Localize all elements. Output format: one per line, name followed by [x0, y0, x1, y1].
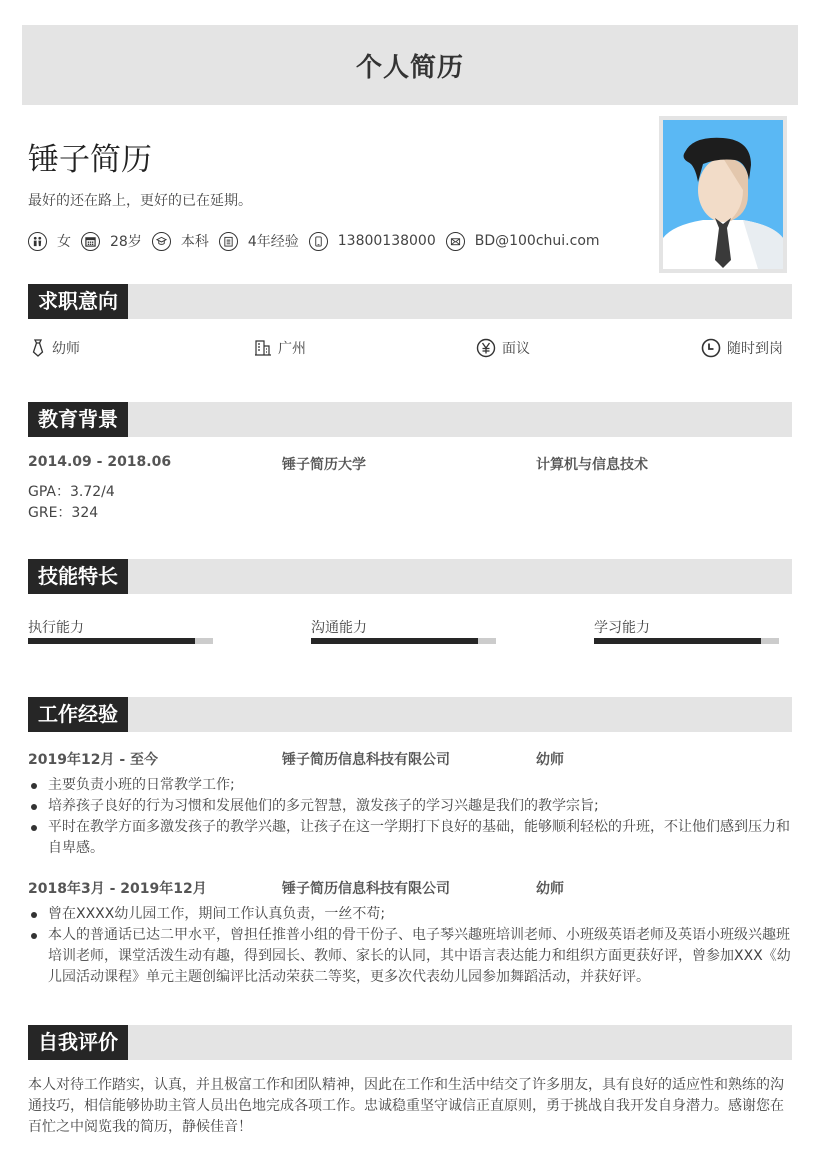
avatar-photo — [659, 116, 787, 273]
job-period: 2018年3月 - 2019年12月 — [28, 881, 207, 897]
info-education: 本科 — [152, 231, 209, 251]
motto: 最好的还在路上，更好的已在延期。 — [28, 193, 252, 209]
self-evaluation-text: 本人对待工作踏实，认真，并且极富工作和团队精神，因此在工作和生活中结交了许多朋友，具有良好的适应性和熟练的沟通技巧，相信能够协助主管人员出色地完成各项工作。忠诚稳重坚守诚信正直原则，勇于挑战自我开发自身潜力。感谢您在百忙之中阅览我的简历，静候佳音！ — [28, 1077, 784, 1135]
job-role: 幼师 — [536, 752, 564, 768]
section-title: 工作经验 — [28, 697, 128, 732]
education-period: 2014.09 - 2018.06 — [28, 454, 172, 470]
job-intent-row — [28, 338, 792, 360]
section-title: 自我评价 — [28, 1025, 128, 1060]
section-title: 教育背景 — [28, 402, 128, 437]
section-header-self-evaluation — [28, 1025, 792, 1060]
education-major: 计算机与信息技术 — [536, 457, 648, 473]
education-gre: GRE：324 — [28, 505, 99, 521]
skill-bar — [28, 638, 213, 644]
section-header-education — [28, 402, 792, 437]
section-title: 技能特长 — [28, 559, 128, 594]
education-school: 锤子简历大学 — [282, 457, 366, 473]
intent-city: 广州 — [254, 338, 306, 358]
info-email: BD@100chui.com — [446, 232, 600, 251]
list-item: 曾在XXXX幼儿园工作，期间工作认真负责，一丝不苟; — [28, 904, 792, 925]
job-company: 锤子简历信息科技有限公司 — [282, 752, 450, 768]
clock-icon — [701, 338, 721, 358]
gender-icon — [28, 232, 47, 251]
yen-icon — [476, 338, 496, 358]
job-duties-list — [28, 775, 792, 859]
intent-position: 幼师 — [30, 338, 80, 358]
calendar-icon — [81, 232, 100, 251]
graduation-cap-icon — [152, 232, 171, 251]
job-role: 幼师 — [536, 881, 564, 897]
job-period: 2019年12月 - 至今 — [28, 752, 159, 768]
education-gpa: GPA：3.72/4 — [28, 484, 115, 500]
info-phone: 13800138000 — [309, 232, 436, 251]
page-title: 个人简历 — [355, 52, 464, 83]
list-item: 培养孩子良好的行为习惯和发展他们的多元智慧，激发孩子的学习兴趣是我们的教学宗旨; — [28, 796, 792, 817]
list-item: 本人的普通话已达二甲水平，曾担任推普小组的骨干份子、电子琴兴趣班培训老师、小班级英语老师及英语小班级兴趣班培训老师，课堂活泼生动有趣，得到园长、教师、家长的认同，其中语言表达能力和组织方面更获好评，曾参加XXX《幼儿园活动课程》单元主题创编评比活动荣获二等奖，更多次代表幼儿园参加舞蹈活动，并获好评。 — [28, 925, 792, 988]
phone-icon — [309, 232, 328, 251]
title-banner — [22, 25, 798, 105]
job-company: 锤子简历信息科技有限公司 — [282, 881, 450, 897]
mail-icon — [446, 232, 465, 251]
tie-icon — [30, 338, 46, 358]
skill-learning: 学习能力 — [594, 617, 779, 637]
skill-bar — [311, 638, 496, 644]
intent-availability: 随时到岗 — [701, 338, 783, 358]
job-duties-list — [28, 904, 792, 988]
info-experience: 4年经验 — [219, 231, 299, 251]
list-item: 主要负责小班的日常教学工作; — [28, 775, 792, 796]
list-item: 平时在教学方面多激发孩子的教学兴趣，让孩子在这一学期打下良好的基础，能够顺利轻松的升班，不让他们感到压力和自卑感。 — [28, 817, 792, 859]
skill-communication: 沟通能力 — [311, 617, 496, 637]
personal-info-row — [28, 231, 610, 251]
section-header-work — [28, 697, 792, 732]
section-header-intent — [28, 284, 792, 319]
section-header-skills — [28, 559, 792, 594]
info-age: 28岁 — [81, 231, 142, 251]
skill-bar — [594, 638, 779, 644]
skill-execution: 执行能力 — [28, 617, 213, 637]
building-icon — [254, 339, 272, 357]
section-title: 求职意向 — [28, 284, 128, 319]
intent-salary: 面议 — [476, 338, 530, 358]
candidate-name: 锤子简历 — [28, 142, 152, 178]
clipboard-icon — [219, 232, 238, 251]
info-gender: 女 — [28, 231, 71, 251]
